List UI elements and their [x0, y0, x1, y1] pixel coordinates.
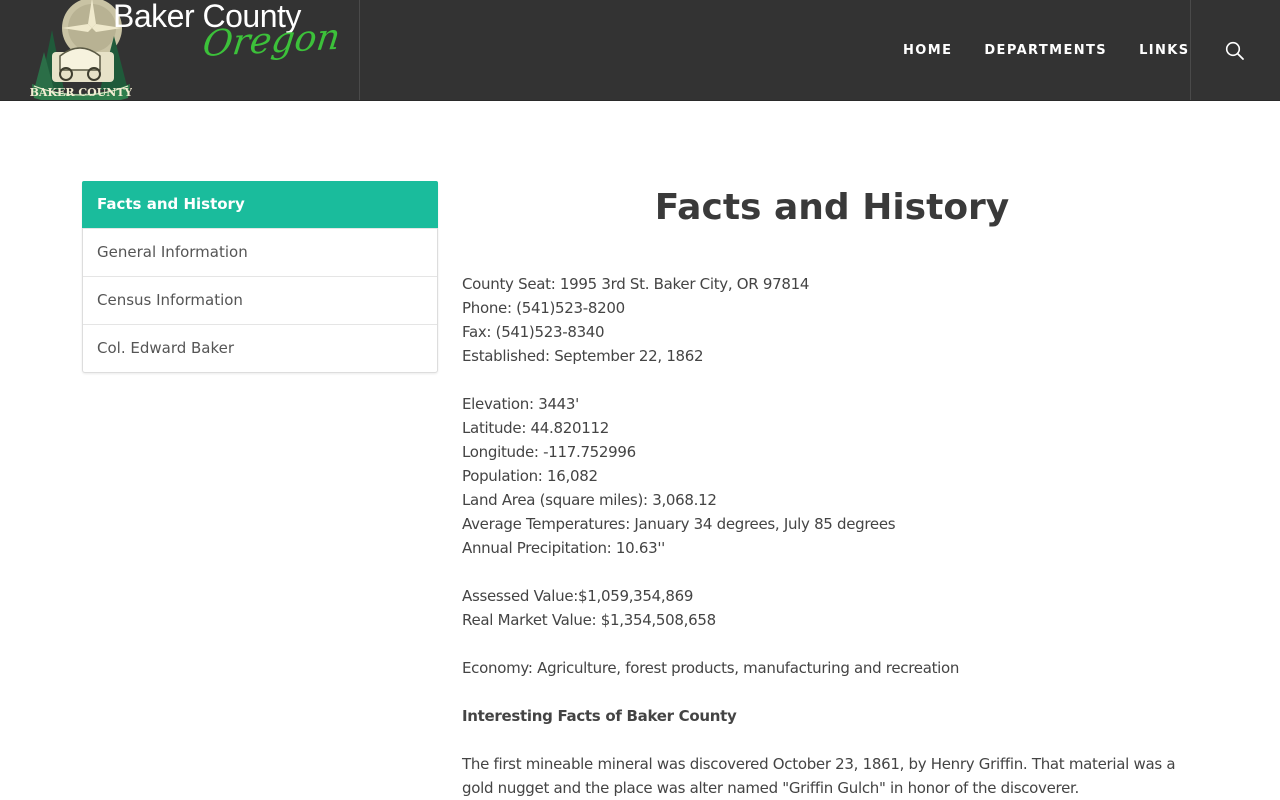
precipitation-line: Annual Precipitation: 10.63'' [462, 539, 665, 557]
logo-title: Baker County [113, 0, 301, 34]
market-value-line: Real Market Value: $1,354,508,658 [462, 611, 716, 629]
facts-content [462, 272, 1202, 800]
nav-home[interactable]: HOME [903, 42, 953, 58]
logo-subtitle: Oregon [200, 16, 343, 65]
county-seat-line: County Seat: 1995 3rd St. Baker City, OR 97814 [462, 275, 810, 293]
nav-links[interactable]: LINKS [1139, 42, 1190, 58]
sidebar-item-col-edward-baker[interactable]: Col. Edward Baker [83, 324, 437, 372]
site-header [0, 0, 1280, 101]
spacer [462, 728, 1202, 752]
nav-departments[interactable]: DEPARTMENTS [984, 42, 1108, 58]
sidebar-menu [82, 181, 438, 373]
page-title: Facts and History [654, 187, 1010, 228]
sidebar-item-general-information[interactable]: General Information [83, 228, 437, 276]
spacer [462, 680, 1202, 704]
spacer [462, 368, 1202, 392]
spacer [462, 560, 1202, 584]
latitude-line: Latitude: 44.820112 [462, 419, 609, 437]
facts-heading: Interesting Facts of Baker County [462, 707, 737, 725]
assessed-value-line: Assessed Value:$1,059,354,869 [462, 587, 694, 605]
phone-line: Phone: (541)523-8200 [462, 299, 625, 317]
search-icon[interactable] [1225, 41, 1245, 61]
established-line: Established: September 22, 1862 [462, 347, 704, 365]
land-area-line: Land Area (square miles): 3,068.12 [462, 491, 717, 509]
main-content [462, 180, 1202, 800]
main-nav [887, 0, 1206, 100]
temperatures-line: Average Temperatures: January 34 degrees, July 85 degrees [462, 515, 896, 533]
elevation-line: Elevation: 3443' [462, 395, 579, 413]
spacer [462, 632, 1202, 656]
logo[interactable] [0, 0, 360, 100]
fact-paragraph: The first mineable mineral was discovered October 23, 1861, by Henry Griffin. That material was a gold nugget and the place was alter named "Griffin Gulch" in honor of the discoverer. [462, 755, 1176, 797]
sidebar-item-census-information[interactable]: Census Information [83, 276, 437, 324]
sidebar-item-facts-and-history[interactable]: Facts and History [82, 181, 438, 228]
longitude-line: Longitude: -117.752996 [462, 443, 636, 461]
fax-line: Fax: (541)523-8340 [462, 323, 605, 341]
population-line: Population: 16,082 [462, 467, 598, 485]
economy-line: Economy: Agriculture, forest products, manufacturing and recreation [462, 659, 960, 677]
seal-text: BAKER COUNTY [30, 86, 132, 99]
search-area [1190, 0, 1280, 100]
